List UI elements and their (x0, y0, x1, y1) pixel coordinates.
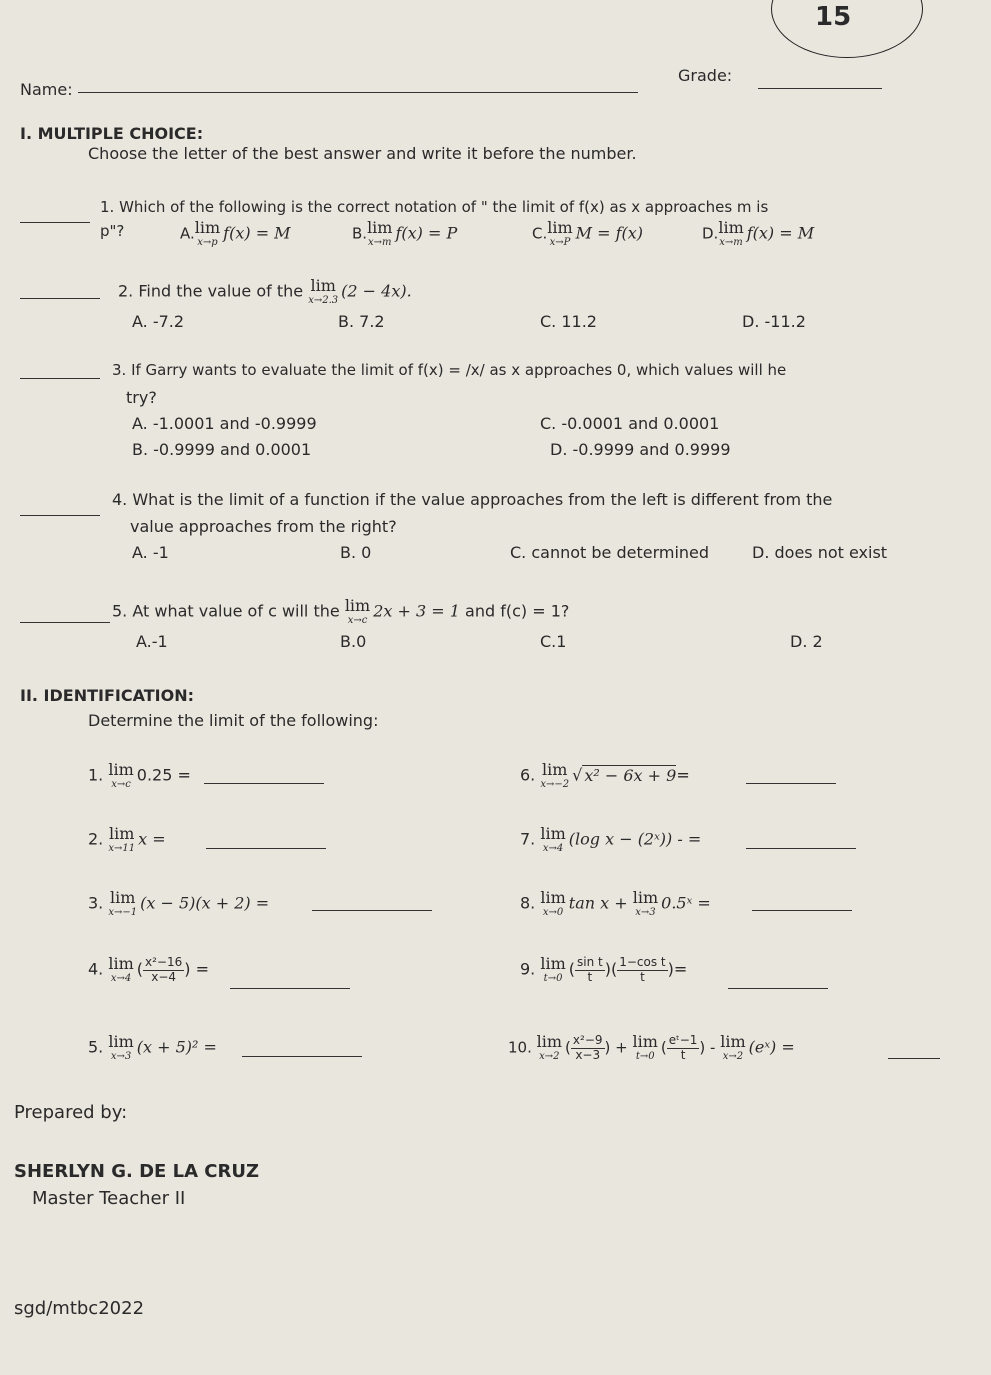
q5-option-d: D. 2 (790, 632, 823, 651)
item-1: 1. lim x→c 0.25 = (88, 760, 191, 790)
answer-blank-q5[interactable] (20, 622, 110, 623)
q2-text: 2. Find the value of the lim x→2.3 (2 − 4x). (118, 276, 412, 306)
part1-title: I. MULTIPLE CHOICE: (20, 124, 204, 143)
item-9: 9. lim t→0 ( $\frac{\text{sin t}}{t}$ )( $\frac{\text{1−cos t}}{t}$ )= (520, 954, 688, 984)
q3-option-d: D. -0.9999 and 0.9999 (550, 440, 731, 459)
q4-option-b: B. 0 (340, 543, 372, 562)
q2-option-d: D. -11.2 (742, 312, 806, 331)
part2-instruction: Determine the limit of the following: (88, 711, 379, 730)
item-2: 2. lim x→11 x = (88, 824, 166, 854)
answer-blank-q3[interactable] (20, 378, 100, 379)
item-6: 6. lim x→−2 √ x² − 6x + 9= (520, 760, 690, 790)
answer-blank-q4[interactable] (20, 515, 100, 516)
answer-blank-item-6[interactable] (746, 783, 836, 784)
q1-option-b: B. lim x→m f(x) = P (352, 218, 458, 248)
name-label: Name: (20, 80, 73, 99)
prepared-by-label: Prepared by: (14, 1102, 128, 1123)
answer-blank-q1[interactable] (20, 222, 90, 223)
teacher-name: SHERLYN G. DE LA CRUZ (14, 1161, 260, 1182)
q3-option-b: B. -0.9999 and 0.0001 (132, 440, 312, 459)
answer-blank-item-10[interactable] (888, 1058, 940, 1059)
q1-option-c: C. lim x→P M = f(x) (532, 218, 644, 248)
grade-label: Grade: (678, 66, 733, 85)
answer-blank-q2[interactable] (20, 298, 100, 299)
document-code: sgd/mtbc2022 (14, 1298, 145, 1319)
q4-text: 4. What is the limit of a function if the value approaches from the left is different from the (112, 490, 833, 509)
answer-blank-item-2[interactable] (206, 848, 326, 849)
answer-blank-item-1[interactable] (204, 783, 324, 784)
q5-option-b: B.0 (340, 632, 367, 651)
item-7: 7. lim x→4 (log x − (2ˣ)) - = (520, 824, 702, 854)
answer-blank-item-3[interactable] (312, 910, 432, 911)
grade-field[interactable] (758, 88, 882, 89)
q3-option-c: C. -0.0001 and 0.0001 (540, 414, 720, 433)
q4-text-cont: value approaches from the right? (130, 517, 397, 536)
answer-blank-item-9[interactable] (728, 988, 828, 989)
part2-title: II. IDENTIFICATION: (20, 686, 194, 705)
q5-option-a: A.-1 (136, 632, 168, 651)
item-10: 10. lim x→2 ( $\frac{\text{x²−9}}{x-3}$ ) + lim t→0 ( $\frac{\text{eᵗ−1}}{t}$ ) - lim x→2 (eˣ) = (508, 1032, 795, 1062)
q3-text-cont: try? (126, 388, 157, 407)
q3-text: 3. If Garry wants to evaluate the limit of f(x) = /x/ as x approaches 0, which values will he (112, 361, 787, 379)
item-4: 4. lim x→4 ( $\frac{\text{x²−16}}{x-4}$ ) = (88, 954, 209, 984)
q4-option-a: A. -1 (132, 543, 169, 562)
answer-blank-item-8[interactable] (752, 910, 852, 911)
item-5: 5. lim x→3 (x + 5)² = (88, 1032, 217, 1062)
q5-option-c: C.1 (540, 632, 567, 651)
q4-option-c: C. cannot be determined (510, 543, 710, 562)
q1-text-cont: p"? (100, 222, 125, 240)
q2-option-a: A. -7.2 (132, 312, 185, 331)
item-3: 3. lim x→−1 (x − 5)(x + 2) = (88, 888, 270, 918)
score-text: 15 (815, 2, 852, 32)
answer-blank-item-7[interactable] (746, 848, 856, 849)
q3-option-a: A. -1.0001 and -0.9999 (132, 414, 317, 433)
q1-option-a: A. lim x→p f(x) = M (180, 218, 291, 248)
answer-blank-item-4[interactable] (230, 988, 350, 989)
name-field[interactable] (78, 92, 638, 93)
part1-instruction: Choose the letter of the best answer and write it before the number. (88, 144, 637, 163)
teacher-title: Master Teacher II (32, 1188, 186, 1209)
q1-option-d: D. lim x→m f(x) = M (702, 218, 815, 248)
item-8: 8. lim x→0 tan x + lim x→3 0.5ˣ = (520, 888, 711, 918)
q4-option-d: D. does not exist (752, 543, 888, 562)
q2-option-c: C. 11.2 (540, 312, 597, 331)
answer-blank-item-5[interactable] (242, 1056, 362, 1057)
q5-text: 5. At what value of c will the lim x→c 2x + 3 = 1 and f(c) = 1? (112, 596, 570, 626)
q2-option-b: B. 7.2 (338, 312, 385, 331)
q1-text: 1. Which of the following is the correct notation of " the limit of f(x) as x approaches m is (100, 198, 769, 216)
